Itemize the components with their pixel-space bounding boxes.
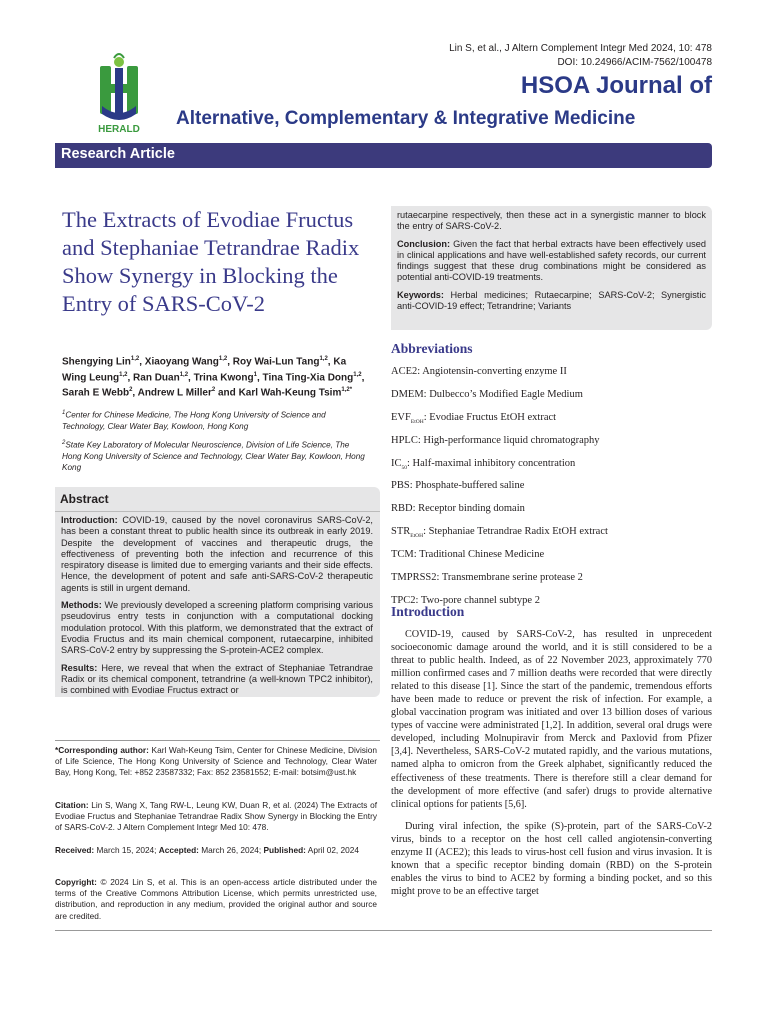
abbreviation-item (391, 388, 711, 411)
copyright-label: Copyright: (55, 877, 97, 887)
abbreviation-subscript: EtOH (410, 418, 424, 425)
author-name: Roy Wai-Lun Tang (232, 356, 320, 368)
affiliation-1-number: 1 (62, 410, 66, 416)
published-label: Published: (263, 845, 306, 855)
abbreviation-definition: : Receptor binding domain (412, 503, 525, 515)
results-text: Here, we reveal that when the extract of Stephaniae Tetrandrae Radix or its chemical component, tetrandrine (a well-known TPC2 inhibitor), is combined with Evodiae Fructus extract or (61, 662, 373, 696)
abbreviation-term: EVF (391, 411, 411, 423)
logo-text: HERALD (98, 124, 140, 134)
dates-note (55, 845, 377, 856)
footnote-divider (55, 740, 380, 741)
abbreviation-term: RBD (391, 503, 413, 515)
abbreviation-item (391, 411, 711, 434)
abbreviation-term: HPLC (391, 434, 418, 446)
author-affiliation-marker: 1,2* (341, 387, 353, 394)
abbreviation-definition: : Traditional Chinese Medicine (413, 549, 545, 561)
abstract-results (61, 663, 373, 697)
journal-name-line2: Alternative, Complementary & Integrative Medicine (176, 108, 636, 129)
abbreviation-definition: : Half-maximal inhibitory concentration (407, 457, 576, 469)
author-affiliation-marker: 1,2 (130, 356, 140, 362)
abstract-heading: Abstract (60, 492, 109, 506)
abbreviation-item (391, 457, 711, 480)
author-affiliation-marker: 1,2 (353, 371, 362, 378)
results-label: Results: (61, 662, 98, 673)
methods-text: We previously developed a screening platform comprising various pseudovirus entry tests in conjunction with a computational docking modulation protocol. With this platform, we demonstrated that the extract of Evodia Fructus and its main chemical component, rutaecarpine, inhibited SARS-CoV-2 entry by suppressing the S-protein-ACE2 complex. (61, 600, 373, 656)
herald-logo (88, 52, 150, 134)
affiliation-2-text: State Key Laboratory of Molecular Neuroscience, Division of Life Science, The Hong Kong University of Science and Technology, Clear Water Bay, Kowloon, Hong Kong (62, 440, 365, 472)
author-name: Sarah E Webb (62, 387, 130, 399)
results-continued: rutaecarpine respectively, then these act in a synergistic manner to block the entry of SARS-CoV-2. (397, 210, 706, 232)
corresponding-author-note (55, 745, 377, 779)
author-name: Xiaoyang Wang (144, 356, 219, 368)
author-name: Andrew L Miller (137, 387, 212, 399)
abstract-conclusion (397, 239, 706, 284)
abbreviation-definition: : Transmembrane serine protease 2 (436, 572, 583, 584)
abbreviation-item (391, 479, 711, 502)
citation-header (449, 42, 712, 70)
abbreviation-term: PBS (391, 480, 410, 492)
intro-label: Introduction: (61, 515, 118, 525)
affiliation-2 (62, 438, 370, 473)
abbreviation-item (391, 548, 711, 571)
methods-label: Methods: (61, 600, 102, 611)
author-affiliation-marker: 1,2 (319, 356, 328, 362)
keywords-label: Keywords: (397, 289, 444, 300)
accepted-date: March 26, 2024; (201, 845, 262, 855)
abbreviation-subscript: 50 (401, 464, 407, 471)
abstract-continued-box (391, 206, 712, 330)
abbreviation-term: DMEM (391, 388, 424, 400)
citation-label: Citation: (55, 800, 89, 810)
page-bottom-divider (55, 930, 712, 931)
corr-text: Karl Wah-Keung Tsim, Center for Chinese Medicine, Division of Life Science, The Hong Kong University of Science and Technology, Clear Water Bay, Hong Kong, Tel: +852 23587332; Fax: 852 23581552; E-mail: botsim@ust.hk (55, 745, 378, 778)
keywords-text: Herbal medicines; Rutaecarpine; SARS-CoV-2; Synergistic anti-COVID-19 effect; Tetrandrine; Variants (397, 289, 706, 312)
author-list: Shengying Lin$^{1,2}$, Xiaoyang Wang$^{1,2}$, Roy Wai-Lun Tang$^{1,2}$, Ka Wing Leung$^{1,2}$, Ran Duan$^{1,2}$, Trina Kwong$^1$, Tina Ting-Xia Dong$^{1,2}$, Sarah E Webb$^2$, Andrew L Miller$^2$ and Karl Wah-Keung Tsim$^{1,2*}$ (62, 356, 365, 399)
conclusion-label: Conclusion: (397, 238, 451, 249)
abstract-methods (61, 600, 373, 656)
conclusion-text: Given the fact that herbal extracts have been effectively used in clinical applications and have well-established safety records, our current findings suggest that these drug combinations might be considered as potential anti-COVID-19 treatments. (397, 238, 706, 283)
abbreviation-definition: : Evodiae Fructus EtOH extract (423, 411, 557, 423)
corr-label: *Corresponding author: (55, 745, 149, 755)
author-name: Ka Wing Leung (62, 356, 347, 383)
article-type-label: Research Article (61, 146, 175, 162)
abbreviations-list (391, 365, 711, 617)
abbreviation-item (391, 502, 711, 525)
abbreviation-definition: : High-performance liquid chromatography (417, 434, 600, 446)
intro-paragraph-2: During viral infection, the spike (S)-protein, part of the SARS-CoV-2 virus, binds to a receptor on the host cell called angiotensin-converting enzyme II (ACE2); this leads to virus-host cell fusion and virus invasion. It is known that a specific receptor binding domain (RBD) on the S-protein enables the virus to bind to ACE2 by forming a binding pocket, and so this might prove to be an effective target (391, 820, 712, 897)
copyright-text: © 2024 Lin S, et al. This is an open-access article distributed under the terms of the Creative Commons Attribution License, which permits unrestricted use, distribution, and reproduction in any medium, provided the original author and source are credited. (55, 877, 377, 921)
abbreviations-heading: Abbreviations (391, 341, 473, 356)
affiliation-2-number: 2 (62, 440, 66, 446)
affiliation-1-text: Center for Chinese Medicine, The Hong Kong University of Science and Technology, Clear Water Bay, Kowloon, Hong Kong (62, 410, 326, 431)
abstract-introduction (61, 515, 373, 594)
article-title: The Extracts of Evodiae Fructus and Stephaniae Tetrandrae Radix Show Synergy in Blocking the Entry of SARS-CoV-2 (62, 207, 360, 316)
abbreviation-term: TPC2 (391, 594, 416, 606)
article-type-banner (55, 143, 712, 168)
author-name: Tina Ting-Xia Dong (262, 371, 354, 383)
author-name: Shengying Lin (62, 356, 131, 368)
abbreviation-term: ACE2 (391, 366, 418, 377)
abbreviation-definition: : Phosphate-buffered saline (409, 480, 525, 492)
author-affiliation-marker: 1,2 (218, 356, 228, 362)
abbreviation-definition: : Angiotensin-converting enzyme II (417, 366, 567, 377)
abstract-keywords (397, 290, 706, 313)
abbreviation-subscript: EtOH (410, 533, 424, 540)
abbreviation-item (391, 571, 711, 594)
author-affiliation-marker: 1,2 (179, 371, 189, 378)
author-affiliation-marker: 2 (129, 387, 133, 394)
citation-text: Lin S, et al., J Altern Complement Integr Med 2024, 10: 478 (449, 43, 712, 54)
logo-leaf-icon (114, 57, 124, 67)
abbreviation-term: STR (391, 526, 411, 538)
abbreviation-item (391, 365, 711, 388)
abbreviation-term: TMPRSS2 (391, 572, 437, 584)
journal-name-line1: HSOA Journal of (520, 72, 712, 99)
author-affiliation-marker: 2 (211, 387, 216, 394)
intro-text: COVID-19, caused by the novel coronavirus SARS-CoV-2, has been a constant threat to public health since its outbreak in early 2019. Despite the development of vaccines and therapeutic drugs, the effectiveness of preventing both the infection and recurrence of this respiratory disease is limited due to emerging variants and their side effects. Hence, the development of potent and safe anti-SARS-CoV-2 therapeutic agents is still in urgent demand. (61, 515, 373, 593)
published-date: April 02, 2024 (307, 845, 359, 855)
abbreviation-definition: : Stephaniae Tetrandrae Radix EtOH extract (423, 526, 608, 538)
introduction-text (391, 628, 712, 898)
citation-note (55, 800, 377, 834)
received-date: March 15, 2024; (96, 845, 157, 855)
author-name: Karl Wah-Keung Tsim (238, 387, 342, 399)
citation-note-text: Lin S, Wang X, Tang RW-L, Leung KW, Duan R, et al. (2024) The Extracts of Evodiae Fructus and Stephaniae Tetrandrae Radix Show Synergy in Blocking the Entry of SARS-CoV-2. J Altern Complement Integr Med 10: 478. (55, 800, 377, 833)
abbreviation-term: TCM (391, 549, 414, 561)
abstract-box (55, 487, 380, 697)
abbreviation-term: IC (391, 457, 402, 469)
received-label: Received: (55, 845, 95, 855)
copyright-note (55, 877, 377, 922)
author-affiliation-marker: 1 (253, 371, 257, 378)
abbreviation-item (391, 525, 711, 548)
author-affiliation-marker: 1,2 (119, 371, 128, 378)
doi-text: DOI: 10.24966/ACIM-7562/100478 (557, 57, 712, 68)
abbreviation-definition: : Dulbecco’s Modified Eagle Medium (423, 388, 583, 400)
author-name: Trina Kwong (193, 371, 254, 383)
accepted-label: Accepted: (158, 845, 199, 855)
author-name: Ran Duan (133, 371, 180, 383)
introduction-heading: Introduction (391, 604, 465, 619)
affiliation-1 (62, 408, 370, 432)
intro-paragraph-1: COVID-19, caused by SARS-CoV-2, has resulted in unprecedent socioeconomic damage around the world, and it is still considered to be a threat to public health. Indeed, as of 22 November 2023, approximately 770 million confirmed cases and 7 million deaths were recorded that were directly related to this disease [1]. Since the start of the pandemic, tremendous efforts have been made to reduce or prevent the risk of infection. For example, a global vaccination program was initiated and over 13 billion doses of various types of vaccine were administrated [1,2]. In addition, several oral drugs were developed, including Molnupiravir from Merck and Paxlovid from Pfizer [3,4]. Nevertheless, SARS-CoV-2 mutated rapidly, and the various mutations, named alpha to omicron from the Greek alphabet, significantly reduced the effectiveness of these treatments. There is therefore still a clear demand for the development of more effective (and safer) drugs to provide alternative clinical options for patients [5,6]. (391, 629, 712, 810)
abbreviation-item (391, 434, 711, 457)
abbreviation-definition: : Two-pore channel subtype 2 (415, 594, 540, 606)
